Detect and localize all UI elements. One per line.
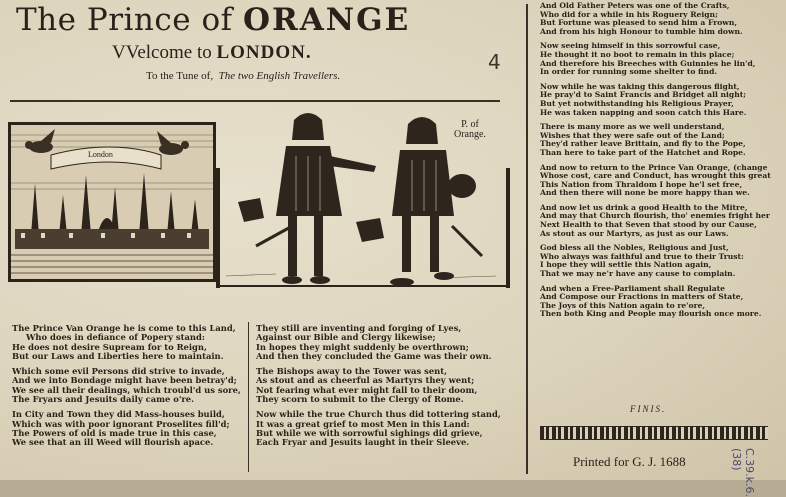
stanza [540,83,776,117]
subtitle [112,42,312,64]
verse-column-2 [256,324,518,454]
imprint: Printed for G. J. 1688 [573,454,686,469]
stanza [540,42,776,76]
verse-line: Who did for a while in his Roguery Reign; [540,10,718,19]
stanza [256,367,518,404]
verse-line: And may that Church flourish, tho' enemies fright her [540,212,770,221]
verse-line: They still are inventing and forging of Lyes, [256,324,462,333]
verse-line: And when a Free-Parliament shall Regulate [540,284,725,293]
stanza [540,123,776,157]
verse-line: And now let us drink a good Health to the Mitre, [540,203,748,212]
verse-line: And we into Bondage might have been betray'd; [12,376,237,386]
verse-column-3 [540,2,776,325]
ornament-border [540,426,768,440]
catalogue-stamp: C.39.k.6.(38) [730,448,756,497]
verse-line: And now to return to the Prince Van Orange, (change [540,163,768,172]
verse-line: He was taken napping and soon catch this Hare. [540,108,747,117]
verse-line: Now while the true Church thus did tottering stand, [256,410,501,420]
verse-line: Then both King and People may flourish once more. [540,310,762,319]
verse-line: Whose cost, care and Conduct, has wrought this great [540,172,771,181]
stanza [540,285,776,319]
verse-line: I hope they will settle this Nation again, [540,261,712,270]
subtitle-prefix: VVelcome to [112,42,212,63]
verse-line: And then they concluded the Game was their own. [256,351,492,361]
stanza [12,367,244,404]
verse-line: And Compose our Fractions in matters of State, [540,293,744,302]
tune-name: The two English Travellers. [218,70,341,82]
verse-line: In hopes they might suddenly be overthrown; [256,342,469,352]
figures-caption-line1: P. of [461,119,479,130]
verse-line: Wishes that they were safe out of the Land; [540,131,725,140]
verse-line: They scorn to submit to the Clergy of Rome. [256,395,464,405]
verse-line: We see all their dealings, which troubl'd us sore, [12,385,241,395]
london-caption: London [88,150,113,159]
verse-line: It was a great grief to most Men in this Land: [256,419,470,429]
handwritten-number: 4 [488,50,501,74]
verse-line: But our Laws and Liberties here to maintain. [12,351,224,361]
verse-line: In order for running some shelter to find. [540,68,718,77]
verse-line: And then there will none be more happy than we. [540,189,750,198]
verse-line: Who always was faithful and true to their Trust: [540,252,744,261]
finis-mark: FINIS. [630,404,667,414]
tune-prefix: To the Tune of, [146,70,214,82]
verse-column-1 [12,324,244,454]
verse-line: The Powers of old is made true in this case, [12,428,217,438]
verse-line: In City and Town they did Mass-houses build, [12,410,225,420]
verse-line: He thought it no boot to remain in this place; [540,50,735,59]
verse-line: Which was with poor ignorant Proselites fill'd; [12,419,230,429]
verse-line: The Bishops away to the Tower was sent, [256,367,448,377]
verse-line: They'd rather leave Brittain, and fly to the Pope, [540,140,746,149]
verse-line: And from his high Honour to tumble him down. [540,27,743,36]
stanza [256,324,518,361]
london-woodcut [8,122,216,282]
verse-line: The Joys of this Nation again to re'ore, [540,301,706,310]
verse-line: He does not desire Supream for to Reign, [12,342,207,352]
verse-line: The Prince Van Orange he is come to this Land, [12,324,236,333]
title-main: ORANGE [242,2,411,38]
verse-line: Which some evil Persons did strive to invade, [12,367,225,377]
verse-line: This Nation from Thraldom I hope he'l set free, [540,180,743,189]
verse-line: As stout and as cheerful as Martyrs they went; [256,376,475,386]
column-rule-right [526,4,528,474]
figures-caption [454,120,486,140]
stanza [540,204,776,238]
column-rule-left [248,322,249,472]
verse-line: Each Fryar and Jesuits laught in their Sleeve. [256,438,470,448]
verse-line: There is many more as we well understand, [540,123,725,132]
verse-line: But yet notwithstanding his Religious Prayer, [540,99,734,108]
stanza [540,244,776,278]
stanza [540,164,776,198]
stanza [256,410,518,447]
verse-line: But while we with sorrowful sighings did grieve, [256,428,483,438]
page-title [16,2,516,38]
verse-line: Next Health to that Seven that stood by our Cause, [540,221,757,230]
verse-line: The Fryars and Jesuits daily came o're. [12,395,195,405]
verse-line: Than here to take part of the Hatchet and Rope. [540,148,746,157]
verse-line: Now seeing himself in this sorrowful case, [540,42,721,51]
verse-line: Who does in defiance of Popery stand: [26,333,205,343]
stanza [540,2,776,36]
figures-caption-line2: Orange. [454,129,486,140]
title-prefix: The Prince of [16,2,233,38]
verse-line: Now while he was taking this dangerous flight, [540,82,740,91]
verse-line: Not fearing what ever might fall to their doom, [256,385,478,395]
verse-line: God bless all the Nobles, Religious and Just, [540,244,729,253]
title-rule [10,100,500,102]
stanza [12,410,244,447]
verse-line: That we may ne'r have any cause to complain. [540,270,736,279]
verse-line: As stout as our Martyrs, as just as our Laws. [540,229,729,238]
verse-line: But Fortune was pleased to send him a Frown, [540,19,738,28]
verse-line: And Old Father Peters was one of the Crafts, [540,2,730,10]
london-skyline-image [11,125,213,279]
stanza [12,324,244,361]
verse-line: He pray'd to Saint Francis and Bridget all night; [540,91,747,100]
verse-line: Against our Bible and Clergy likewise; [256,333,436,343]
tune-line [146,70,340,82]
subtitle-main: LONDON. [216,42,312,63]
verse-line: And therefore his Breeches with Guinnies he lin'd, [540,59,756,68]
verse-line: We see that an ill Weed will flourish apace. [12,438,214,448]
